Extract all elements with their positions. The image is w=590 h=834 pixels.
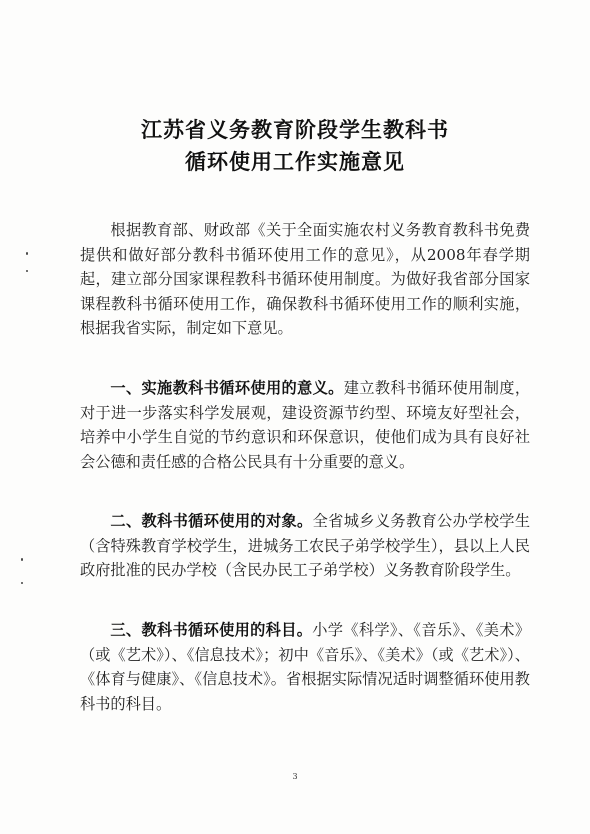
paragraph-significance: [80, 376, 530, 474]
paragraph-text: 全省城乡义务教育公办学校学生（含特殊教育学校学生，进城务工农民子弟学校学生），县以上人民政府批准的民办学校（含民办民工子弟学校）义务教育阶段学生。: [80, 512, 531, 579]
paragraph-lead: 二、教科书循环使用的对象。: [110, 512, 313, 530]
scan-speck: [26, 270, 28, 272]
paragraph-text: 建立教科书循环使用制度，对于进一步落实科学发展观，建设资源节约型、环境友好型社会，培养中小学生自觉的节约意识和环保意识，使他们成为具有良好社会公德和责任感的合格公民具有十分重要的意义。: [80, 379, 531, 471]
paragraph-intro: [80, 218, 530, 341]
document-title-line2: 循环使用工作实施意见: [185, 149, 405, 174]
paragraph-text: 根据教育部、财政部《关于全面实施农村义务教育教科书免费提供和做好部分教科书循环使用工作的意见》，从2008年春学期起，建立部分国家课程教科书循环使用制度。为做好我省部分国家课程教科书循环使用工作，确保教科书循环使用工作的顺利实施，根据我省实际，制定如下意见。: [80, 221, 530, 337]
scan-speck: [26, 252, 28, 255]
paragraph-text: 小学《科学》、《音乐》、《美术》（或《艺术》）、《信息技术》；初中《音乐》、《美术》（或《艺术》）、《体育与健康》、《信息技术》。省根据实际情况适时调整循环使用教科书的科目。: [80, 621, 531, 713]
paragraph-lead: 三、教科书循环使用的科目。: [110, 621, 313, 639]
paragraph-lead: 一、实施教科书循环使用的意义。: [110, 379, 344, 397]
scan-speck: [21, 582, 23, 584]
paragraph-target-students: [80, 509, 530, 583]
paragraph-subjects: [80, 618, 530, 716]
page-number: 3: [292, 772, 298, 781]
document-title-line1: 江苏省义务教育阶段学生教科书: [141, 117, 449, 142]
scan-speck: [21, 558, 23, 561]
